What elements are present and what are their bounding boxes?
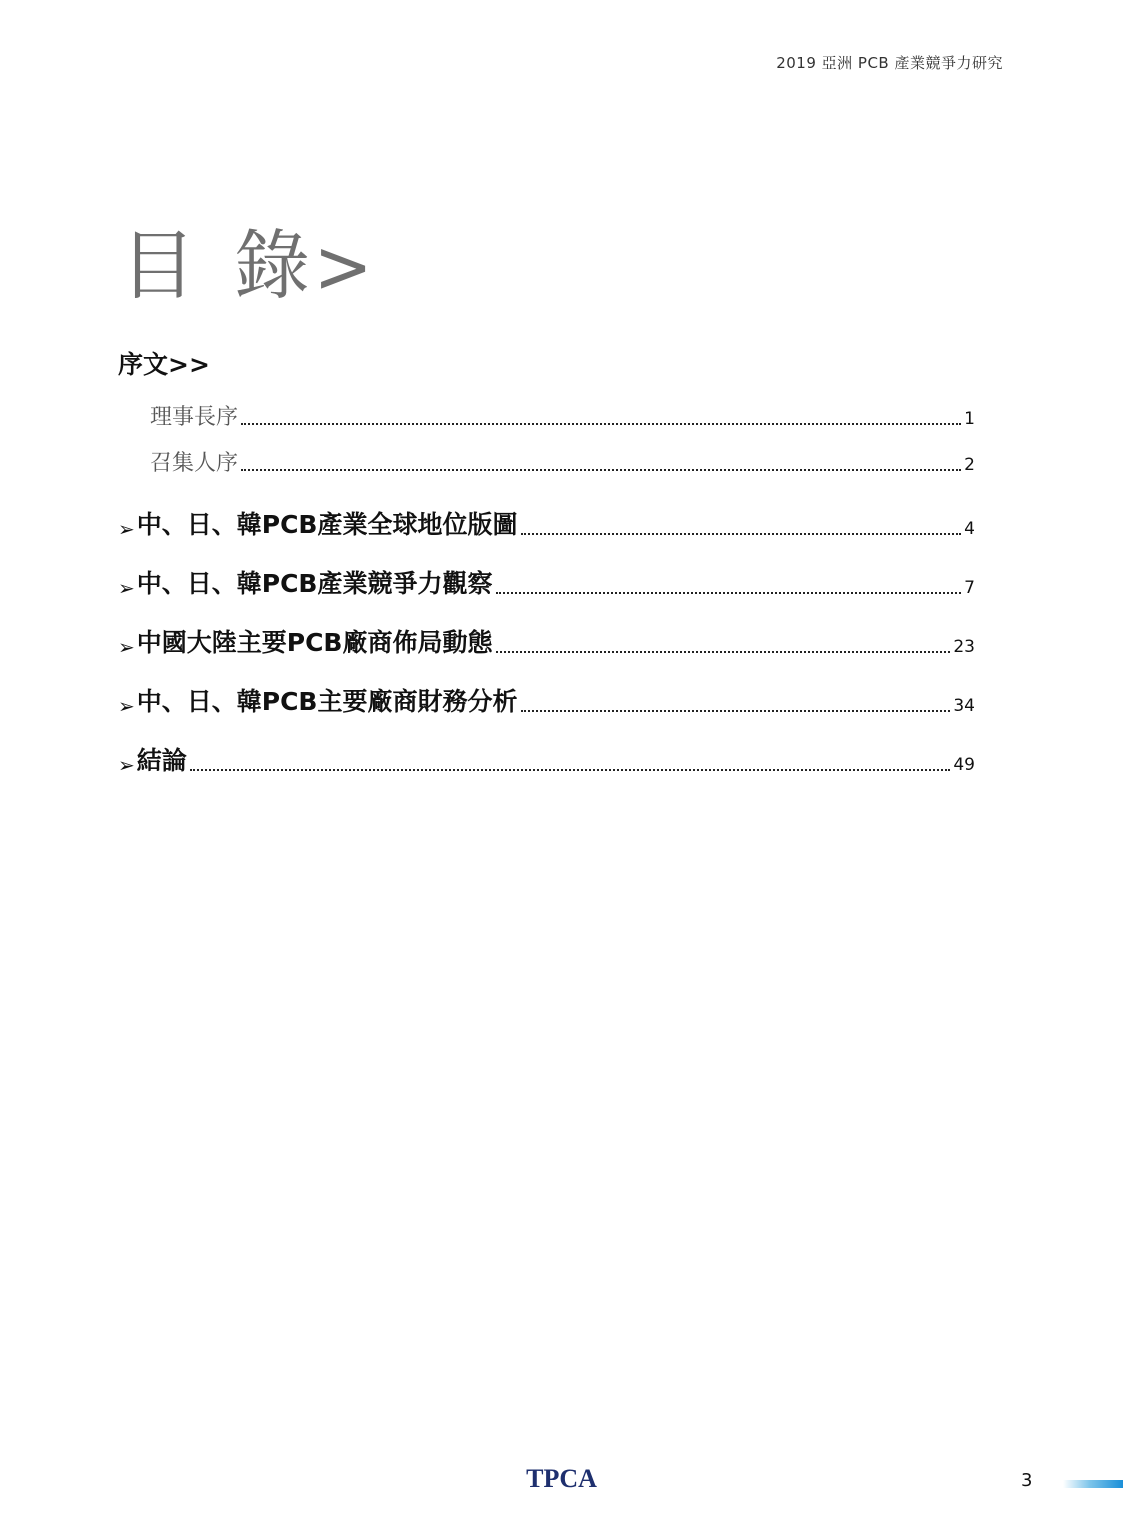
- dot-leader: [190, 768, 951, 771]
- page-number: 3: [1021, 1470, 1033, 1491]
- arrow-bullet-icon: ➢: [118, 576, 135, 600]
- running-header: 2019 亞洲 PCB 產業競爭力研究: [776, 54, 1003, 72]
- title-char-2: 錄: [234, 221, 312, 310]
- toc-entry-page: 2: [964, 455, 975, 475]
- toc-entry-page: 7: [964, 578, 975, 598]
- toc-entry-label: 中、日、韓PCB產業全球地位版圖: [136, 510, 518, 539]
- toc-entry-preface-chairman[interactable]: [150, 400, 975, 431]
- toc-entry-page: 23: [953, 637, 975, 657]
- dot-leader: [521, 532, 962, 535]
- arrow-bullet-icon: ➢: [118, 694, 135, 718]
- toc-entry-chapter-5[interactable]: [118, 741, 975, 777]
- toc-entry-label: 召集人序: [150, 451, 239, 476]
- toc-entry-page: 1: [964, 409, 975, 429]
- title-chevron: >: [313, 224, 375, 310]
- toc-entry-preface-convener[interactable]: [150, 446, 975, 477]
- toc-entry-chapter-4[interactable]: [118, 682, 975, 718]
- dot-leader: [241, 468, 961, 471]
- toc-entry-label: 理事長序: [150, 405, 239, 430]
- arrow-bullet-icon: ➢: [118, 517, 135, 541]
- toc-entry-label: 中國大陸主要PCB廠商佈局動態: [136, 628, 493, 657]
- dot-leader: [496, 650, 951, 653]
- arrow-bullet-icon: ➢: [118, 753, 135, 777]
- dot-leader: [496, 591, 962, 594]
- arrow-bullet-icon: ➢: [118, 635, 135, 659]
- dot-leader: [521, 709, 951, 712]
- toc-entry-label: 中、日、韓PCB產業競爭力觀察: [136, 569, 493, 598]
- footer-accent-bar: [1063, 1480, 1123, 1488]
- toc-entry-label: 中、日、韓PCB主要廠商財務分析: [136, 687, 518, 716]
- footer-logo: TPCA: [526, 1464, 597, 1493]
- toc-entry-chapter-3[interactable]: [118, 623, 975, 659]
- title-char-1: 目: [120, 221, 198, 310]
- page-title: [120, 221, 376, 310]
- toc-entry-page: 34: [953, 696, 975, 716]
- toc-entry-label: 結論: [136, 746, 187, 775]
- toc-entry-chapter-2[interactable]: [118, 564, 975, 600]
- toc-entry-page: 4: [964, 519, 975, 539]
- preface-heading: 序文>>: [118, 350, 210, 379]
- toc-entry-chapter-1[interactable]: [118, 505, 975, 541]
- toc-entry-page: 49: [953, 755, 975, 775]
- dot-leader: [241, 422, 961, 425]
